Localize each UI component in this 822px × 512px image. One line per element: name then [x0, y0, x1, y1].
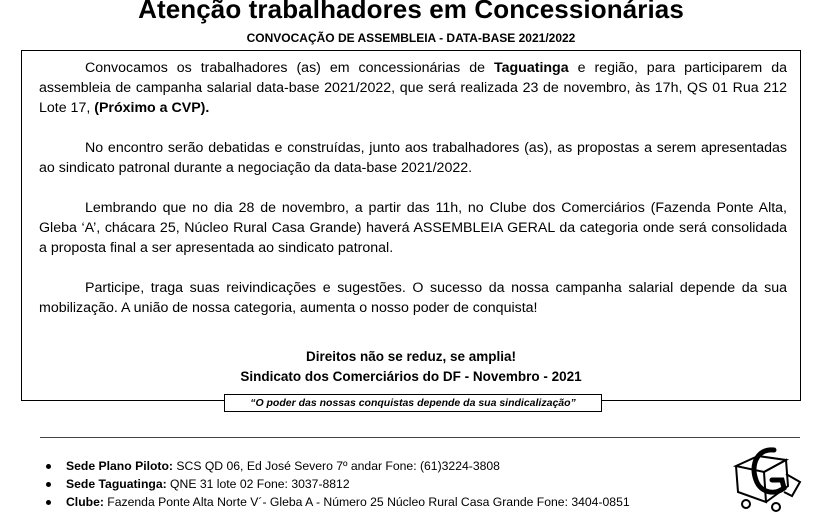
contact-text: SCS QD 06, Ed José Severo 7º andar Fone: (61)3224-3808 — [173, 459, 500, 473]
contact-label: Clube: — [66, 495, 104, 509]
page-title: Atenção trabalhadores em Concessionárias — [138, 0, 684, 24]
slogan: Direitos não se reduz, se amplia! — [305, 349, 517, 364]
paragraph-3: Lembrando que no dia 28 de novembro, a partir das 11h, no Clube dos Comerciários (Fazenda Ponte Alta, Gleba ‘A’, chácara 25, Núcleo Rural Casa Grande) haverá ASSEMBLEIA GERAL da categoria onde será consolidada a proposta final a ser apresentada ao sindicato patronal. — [39, 200, 787, 256]
paragraph-1-city: Taguatinga — [494, 60, 569, 76]
page-subtitle: CONVOCAÇÃO DE ASSEMBLEIA - DATA-BASE 2021/2022 — [246, 31, 576, 45]
paragraph-1-text-c: e região, para participarem da assembleia de campanha salarial data-base 2021/2022, que será realizada 23 de novembro, às 17h, QS 01 Rua 212 Lote 17, — [39, 60, 787, 116]
contact-list — [44, 457, 744, 511]
bullet-icon — [46, 464, 51, 469]
notice-body — [39, 58, 787, 318]
contact-text: Fazenda Ponte Alta Norte V´- Gleba A - Número 25 Núcleo Rural Casa Grande Fone: 3404-0851 — [103, 495, 630, 509]
contact-item — [44, 457, 744, 475]
contact-label: Sede Taguatinga: — [66, 477, 167, 491]
paragraph-2: No encontro serão debatidas e construídas, junto aos trabalhadores (as), as propostas a serem apresentadas ao sindicato patronal durante a negociação da data-base 2021/2022. — [39, 140, 787, 176]
paragraph-1 — [39, 58, 787, 118]
motto-box: “O poder das nossas conquistas depende da sua sindicalização” — [224, 394, 602, 412]
contact-item — [44, 475, 744, 493]
contact-item — [44, 493, 744, 511]
bullet-icon — [46, 482, 51, 487]
contact-label: Sede Plano Piloto: — [66, 459, 173, 473]
union-logo-icon — [728, 444, 804, 512]
paragraph-1-landmark: (Próximo a CVP). — [94, 100, 210, 116]
paragraph-1-text-a: Convocamos os trabalhadores (as) em concessionárias de — [85, 60, 494, 76]
contact-text: QNE 31 lote 02 Fone: 3037-8812 — [166, 477, 350, 491]
signature: Sindicato dos Comerciários do DF - Novembro - 2021 — [240, 369, 582, 384]
paragraph-4: Participe, traga suas reivindicações e sugestões. O sucesso da nossa campanha salarial depende da sua mobilização. A união de nossa categoria, aumenta o nosso poder de conquista! — [39, 280, 787, 316]
bullet-icon — [46, 500, 51, 505]
footer-divider — [40, 437, 800, 438]
